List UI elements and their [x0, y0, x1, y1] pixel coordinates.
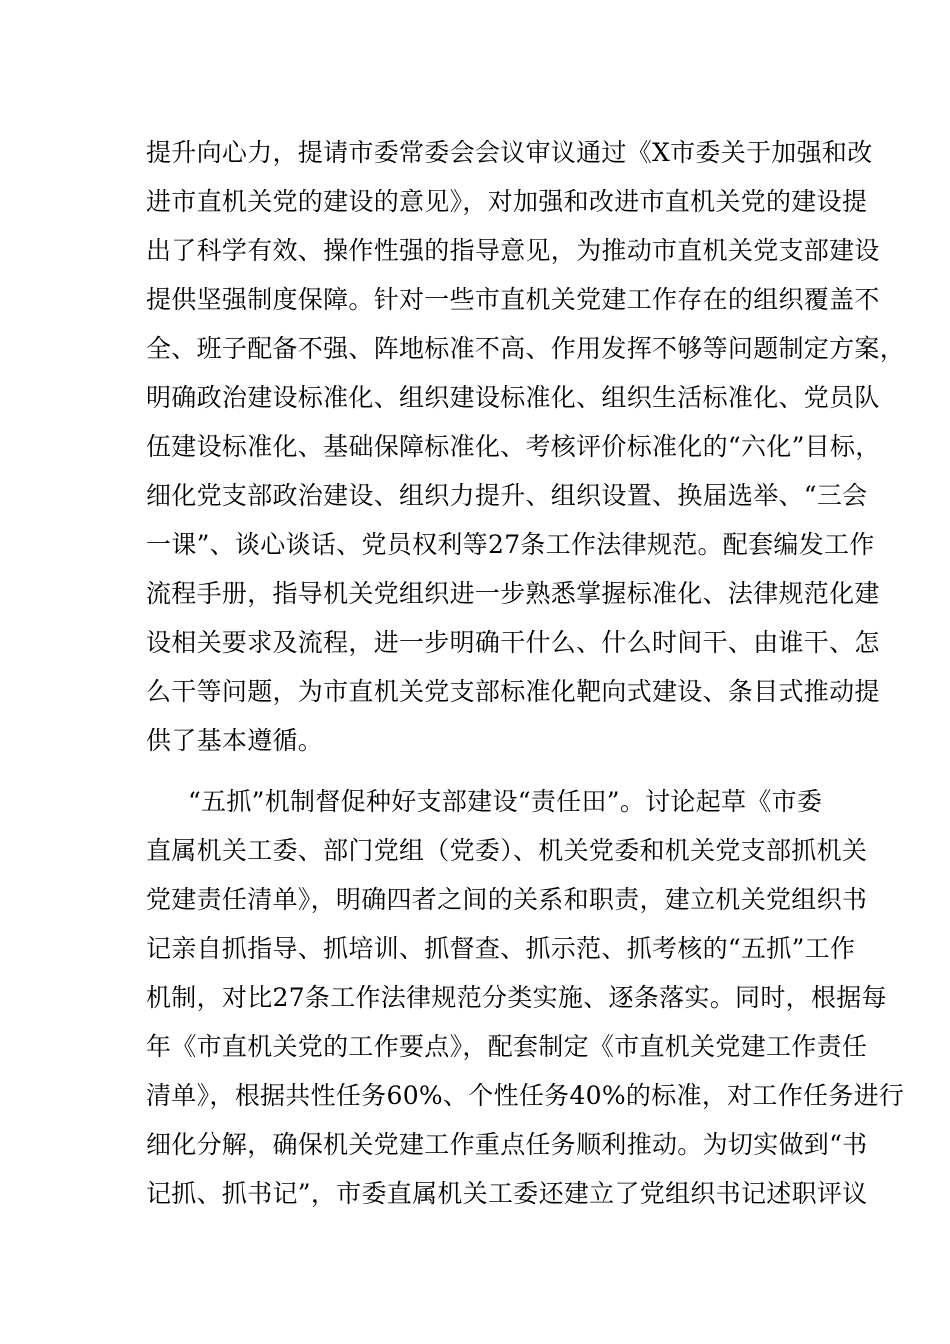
paragraph-1-line: 提供坚强制度保障。针对一些市直机关党建工作存在的组织覆盖不 — [146, 285, 880, 314]
paragraph-1-line: 设相关要求及流程，进一步明确干什么、什么时间干、由谁干、怎 — [146, 628, 880, 657]
paragraph-2-line: 机制，对比27条工作法律规范分类实施、逐条落实。同时，根据每 — [146, 983, 887, 1012]
paragraph-1-line: 明确政治建设标准化、组织建设标准化、组织生活标准化、党员队 — [146, 383, 880, 412]
paragraph-2-line: 记亲自抓指导、抓培训、抓督查、抓示范、抓考核的“五抓”工作 — [146, 934, 856, 963]
paragraph-2-line: 清单》，根据共性任务60%、个性任务40%的标准，对工作任务进行 — [146, 1081, 905, 1110]
paragraph-1-line: 供了基本遵循。 — [146, 726, 324, 755]
paragraph-1-line: 出了科学有效、操作性强的指导意见，为推动市直机关党支部建设 — [146, 236, 880, 265]
paragraph-1-line: 么干等问题，为市直机关党支部标准化靶向式建设、条目式推动提 — [146, 677, 880, 706]
paragraph-2-line: 记抓、抓书记”，市委直属机关工委还建立了党组织书记述职评议 — [146, 1179, 868, 1208]
paragraph-gap — [146, 765, 826, 777]
paragraph-1-line: 流程手册，指导机关党组织进一步熟悉掌握标准化、法律规范化建 — [146, 579, 880, 608]
paragraph-1-line: 一课”、谈心谈话、党员权利等27条工作法律规范。配套编发工作 — [146, 530, 875, 559]
paragraph-2-line: 党建责任清单》，明确四者之间的关系和职责，建立机关党组织书 — [146, 885, 868, 914]
paragraph-2-line: 细化分解，确保机关党建工作重点任务顺利推动。为切实做到“书 — [146, 1130, 868, 1159]
paragraph-2-line: “五抓”机制督促种好支部建设“责任田”。讨论起草《市委 — [188, 787, 823, 816]
paragraph-1-line: 全、班子配备不强、阵地标准不高、作用发挥不够等问题制定方案， — [146, 334, 906, 363]
paragraph-2-line: 年《市直机关党的工作要点》，配套制定《市直机关党建工作责任 — [146, 1032, 868, 1061]
paragraph-1-line: 提升向心力，提请市委常委会会议审议通过《X市委关于加强和改 — [146, 138, 873, 167]
paragraph-1-line: 进市直机关党的建设的意见》，对加强和改进市直机关党的建设提 — [146, 187, 868, 216]
document-body — [146, 128, 906, 1218]
paragraph-2-line: 直属机关工委、部门党组（党委）、机关党委和机关党支部抓机关 — [146, 836, 868, 865]
paragraph-1-line: 伍建设标准化、基础保障标准化、考核评价标准化的“六化”目标， — [146, 432, 881, 461]
paragraph-1-line: 细化党支部政治建设、组织力提升、组织设置、换届选举、“三会 — [146, 481, 868, 510]
